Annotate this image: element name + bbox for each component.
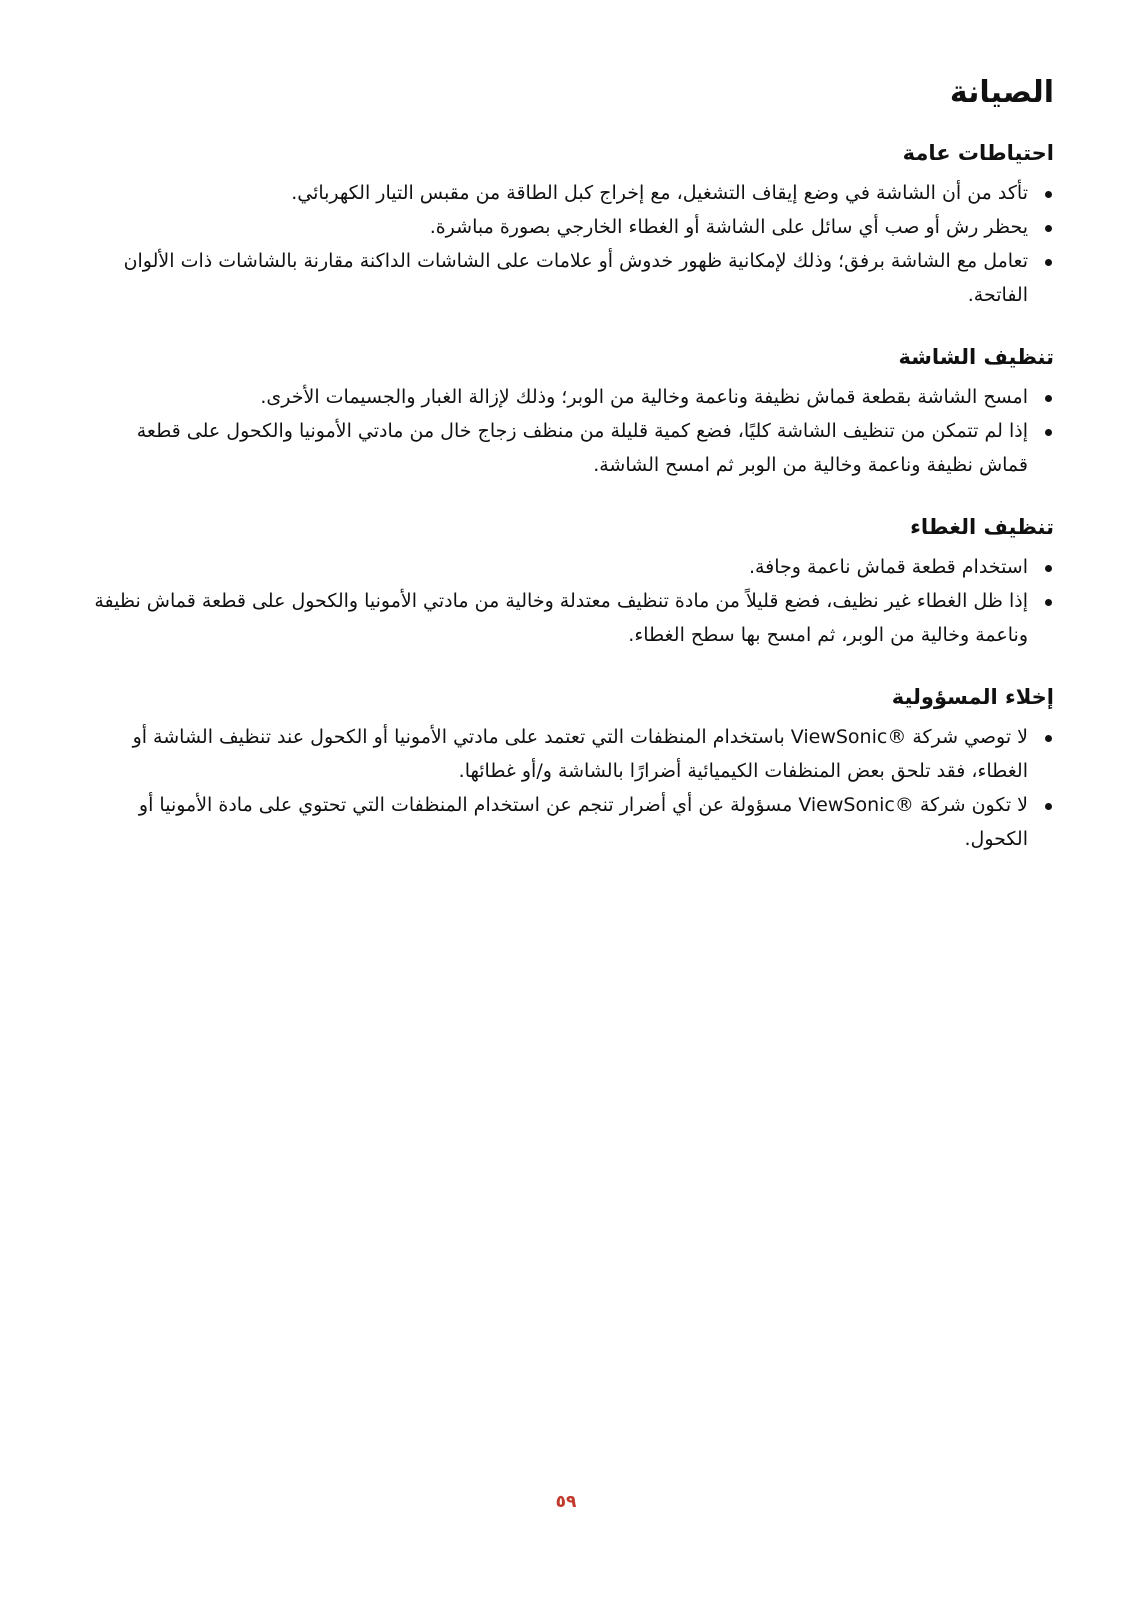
bullet-icon — [1045, 735, 1052, 742]
list-item — [90, 244, 1054, 312]
bullet-icon — [1045, 191, 1052, 198]
bullet-list — [90, 380, 1054, 482]
list-item — [90, 584, 1054, 652]
list-item-text: استخدام قطعة قماش ناعمة وجافة. — [748, 556, 1028, 578]
bullet-icon — [1045, 599, 1052, 606]
list-item-text: تأكد من أن الشاشة في وضع إيقاف التشغيل، مع إخراج كبل الطاقة من مقبس التيار الكهربائي. — [291, 182, 1028, 204]
list-item-text: يحظر رش أو صب أي سائل على الشاشة أو الغطاء الخارجي بصورة مباشرة. — [429, 216, 1028, 238]
bullet-icon — [1045, 225, 1052, 232]
list-item — [90, 788, 1054, 856]
list-item-text: إذا ظل الغطاء غير نظيف، فضع قليلاً من مادة تنظيف معتدلة وخالية من مادتي الأمونيا والكحول على قطعة قماش نظيفة وناعمة وخالية من الوبر، ثم امسح بها سطح الغطاء. — [94, 590, 1028, 646]
section-heading: احتياطات عامة — [902, 141, 1054, 165]
section-heading: تنظيف الغطاء — [910, 515, 1054, 539]
page-number: ٥٩ — [555, 1492, 577, 1512]
list-item-text: امسح الشاشة بقطعة قماش نظيفة وناعمة وخالية من الوبر؛ وذلك لإزالة الغبار والجسيمات الأخرى. — [260, 386, 1028, 408]
bullet-icon — [1045, 429, 1052, 436]
list-item — [90, 720, 1054, 788]
page-title: الصيانة — [949, 75, 1054, 110]
bullet-icon — [1045, 259, 1052, 266]
section-disclaimer — [90, 680, 1054, 856]
section-cleaning-case — [90, 510, 1054, 652]
bullet-icon — [1045, 803, 1052, 810]
bullet-icon — [1045, 395, 1052, 402]
bullet-icon — [1045, 565, 1052, 572]
list-item — [90, 380, 1054, 414]
list-item — [90, 210, 1054, 244]
bullet-list — [90, 720, 1054, 856]
section-general-precautions — [90, 136, 1054, 312]
page-content — [90, 70, 1054, 884]
list-item-text: تعامل مع الشاشة برفق؛ وذلك لإمكانية ظهور خدوش أو علامات على الشاشات الداكنة مقارنة بالشاشات ذات الألوان الفاتحة. — [123, 250, 1028, 306]
section-heading: إخلاء المسؤولية — [891, 685, 1054, 709]
list-item — [90, 550, 1054, 584]
list-item-text: لا تكون شركة ®ViewSonic مسؤولة عن أي أضرار تنجم عن استخدام المنظفات التي تحتوي على مادة الأمونيا أو الكحول. — [138, 794, 1028, 850]
list-item-text: لا توصي شركة ®ViewSonic باستخدام المنظفات التي تعتمد على مادتي الأمونيا أو الكحول عند تنظيف الشاشة أو الغطاء، فقد تلحق بعض المنظفات الكيميائية أضرارًا بالشاشة و/أو غطائها. — [132, 726, 1028, 782]
list-item — [90, 414, 1054, 482]
list-item — [90, 176, 1054, 210]
bullet-list — [90, 550, 1054, 652]
bullet-list — [90, 176, 1054, 312]
section-cleaning-screen — [90, 340, 1054, 482]
list-item-text: إذا لم تتمكن من تنظيف الشاشة كليًا، فضع كمية قليلة من منظف زجاج خال من مادتي الأمونيا والكحول على قطعة قماش نظيفة وناعمة وخالية من الوبر ثم امسح الشاشة. — [136, 420, 1028, 476]
section-heading: تنظيف الشاشة — [898, 345, 1054, 369]
